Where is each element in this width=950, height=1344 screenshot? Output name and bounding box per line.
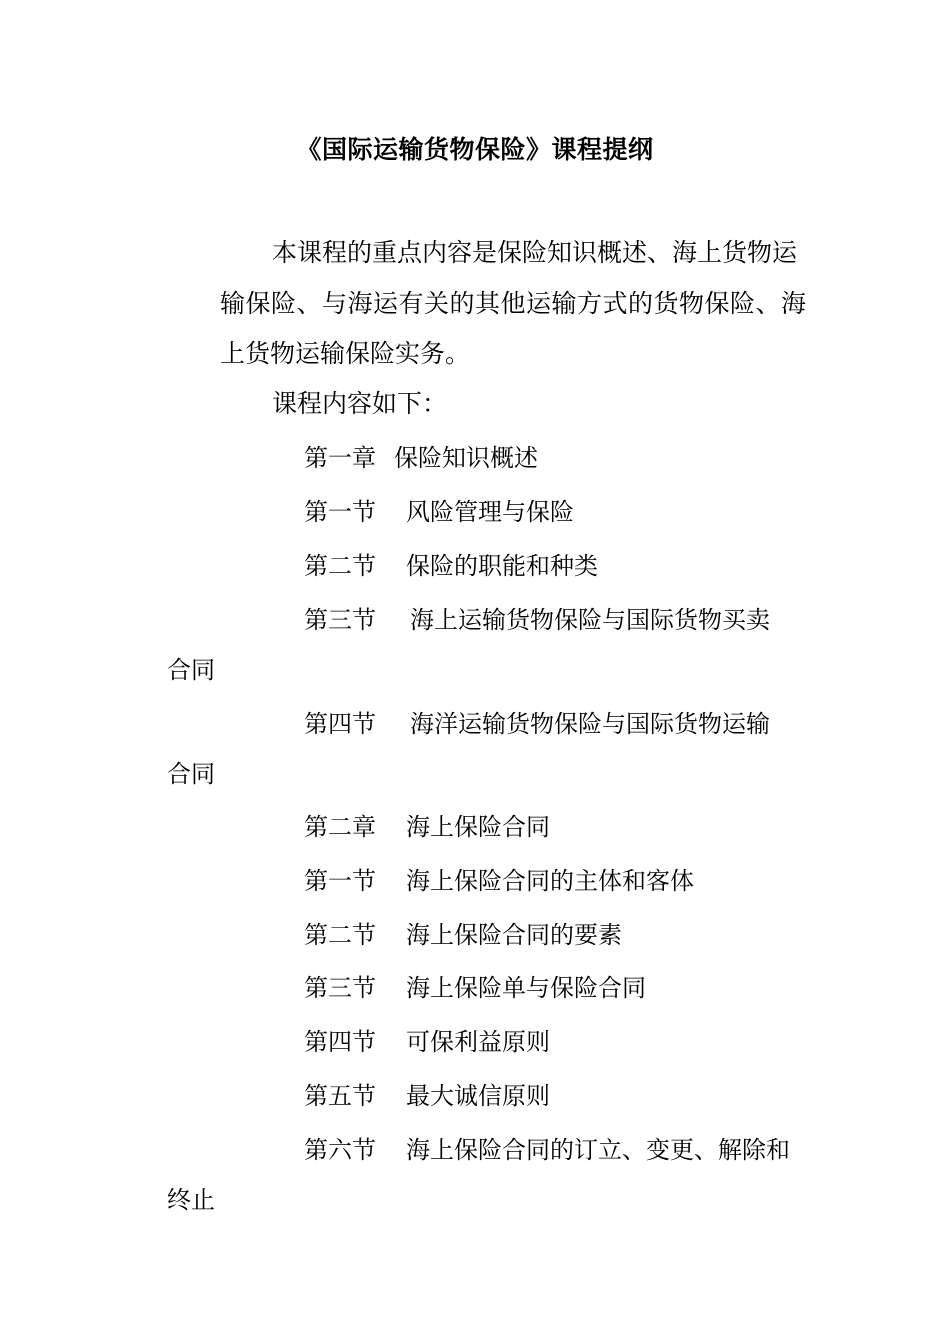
outline-text: 保险的职能和种类 xyxy=(406,552,598,580)
outline-continuation: 合同 xyxy=(167,656,215,684)
outline-item xyxy=(304,861,694,896)
intro-line-1: 本课程的重点内容是保险知识概述、海上货物运 xyxy=(272,238,798,267)
outline-number: 第一节 xyxy=(304,498,376,526)
outline-continuation: 合同 xyxy=(167,760,215,788)
intro-line-2: 输保险、与海运有关的其他运输方式的货物保险、海 xyxy=(220,289,806,318)
outline-number: 第一章 xyxy=(304,444,376,472)
outline-continuation: 终止 xyxy=(167,1186,215,1214)
outline-item xyxy=(304,546,598,581)
outline-number: 第一节 xyxy=(304,867,376,895)
outline-text: 最大诚信原则 xyxy=(406,1082,550,1110)
outline-number: 第二章 xyxy=(304,813,376,841)
intro-line-3: 上货物运输保险实务。 xyxy=(220,339,471,368)
lead-text: 课程内容如下： xyxy=(272,389,448,418)
outline-item xyxy=(304,915,622,950)
outline-text: 海洋运输货物保险与国际货物运输 xyxy=(410,710,770,738)
outline-number: 第三节 xyxy=(304,606,376,634)
outline-item xyxy=(304,1022,550,1057)
outline-number: 第四节 xyxy=(304,1028,376,1056)
outline-text: 海上运输货物保险与国际货物买卖 xyxy=(410,606,770,634)
outline-number: 第六节 xyxy=(304,1136,376,1164)
outline-item xyxy=(304,968,646,1003)
outline-item xyxy=(304,807,550,842)
outline-text: 海上保险单与保险合同 xyxy=(406,974,646,1002)
outline-item xyxy=(304,600,770,635)
outline-text: 海上保险合同的订立、变更、解除和 xyxy=(406,1136,790,1164)
outline-text: 海上保险合同的要素 xyxy=(406,921,622,949)
outline-number: 第二节 xyxy=(304,921,376,949)
outline-text: 风险管理与保险 xyxy=(406,498,574,526)
outline-item xyxy=(304,1130,790,1165)
outline-text: 保险知识概述 xyxy=(394,444,538,472)
outline-number: 第五节 xyxy=(304,1082,376,1110)
outline-text: 海上保险合同 xyxy=(406,813,550,841)
outline-text: 海上保险合同的主体和客体 xyxy=(406,867,694,895)
outline-item xyxy=(304,492,574,527)
outline-number: 第四节 xyxy=(304,710,376,738)
outline-item xyxy=(304,438,538,473)
outline-text: 可保利益原则 xyxy=(406,1028,550,1056)
outline-number: 第二节 xyxy=(304,552,376,580)
document-title: 《国际运输货物保险》课程提纲 xyxy=(296,135,654,164)
outline-number: 第三节 xyxy=(304,974,376,1002)
outline-item xyxy=(304,704,770,739)
outline-item xyxy=(304,1076,550,1111)
